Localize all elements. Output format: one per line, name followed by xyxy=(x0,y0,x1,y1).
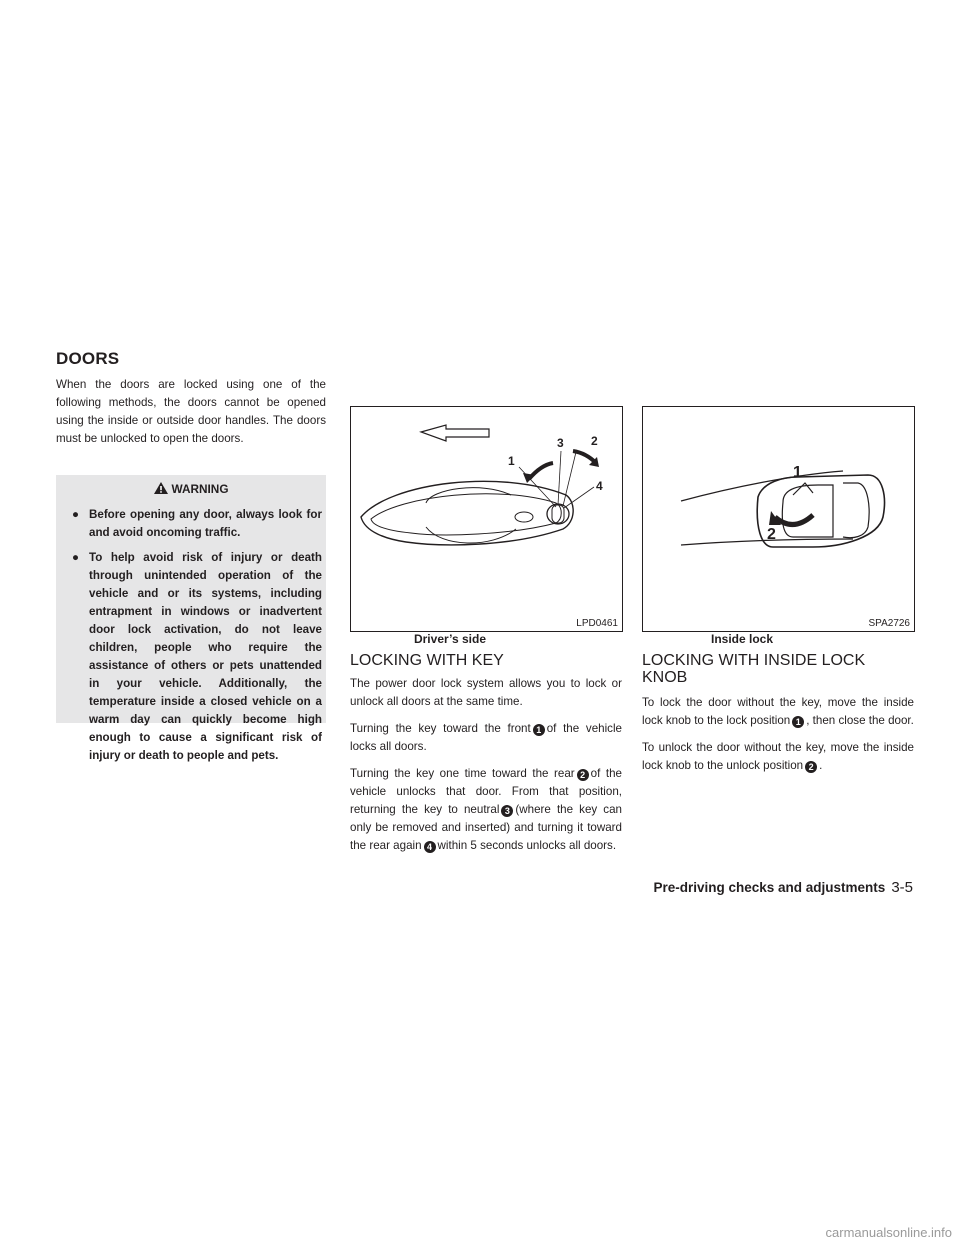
chapter-title: Pre-driving checks and adjustments xyxy=(653,880,886,895)
number-3-icon: 3 xyxy=(501,805,513,817)
number-4-icon: 4 xyxy=(424,841,436,853)
locking-inside-column xyxy=(642,694,914,784)
figure-inside-lock xyxy=(642,406,915,632)
paragraph: Turning the key toward the front 1 of the vehicle locks all doors. xyxy=(350,722,622,753)
watermark: carmanualsonline.info xyxy=(825,1225,952,1240)
warning-item: ● To help avoid risk of injury or death through unintended operation of the vehicle and or its systems, including entrapment in windows or inadvertent door lock activation, do not leave children, people who require the assistance of others or pets unattended in your vehicle. Additionally, the temperature inside a closed vehicle on a warm day can quickly become high enough to cause a significant risk of injury or death to people and pets. xyxy=(72,551,322,762)
number-1-icon: 1 xyxy=(792,716,804,728)
intro-column xyxy=(56,376,326,457)
number-2-icon: 2 xyxy=(805,761,817,773)
intro-paragraph: When the doors are locked using one of the following methods, the doors cannot be opened using the inside or outside door handles. The doors must be unlocked to open the doors. xyxy=(56,378,326,445)
warning-item: ● Before opening any door, always look for and avoid oncoming traffic. xyxy=(72,508,322,539)
heading-locking-with-inside-lock-knob: LOCKING WITH INSIDE LOCK KNOB xyxy=(642,652,866,686)
heading-locking-with-key: LOCKING WITH KEY xyxy=(350,652,504,669)
number-1-icon: 1 xyxy=(533,724,545,736)
figure-label-3: 3 xyxy=(557,436,564,450)
section-title: DOORS xyxy=(56,349,120,368)
inside-lock-illustration xyxy=(643,407,914,631)
figure-label-4: 4 xyxy=(596,479,603,493)
figure-label-1: 1 xyxy=(793,464,802,481)
figure-code: SPA2726 xyxy=(868,618,910,629)
bullet-icon: ● xyxy=(72,551,80,564)
figure-caption: Inside lock xyxy=(710,632,774,646)
paragraph: To unlock the door without the key, move the inside lock knob to the unlock position 2 . xyxy=(642,741,914,772)
paragraph: Turning the key one time toward the rear 2 of the vehicle unlocks that door. From that position, returning the key to neutral 3 (where the key can only be removed and inserted) and turning it toward the rear again 4 within 5 seconds unlocks all doors. xyxy=(350,767,622,852)
warning-header xyxy=(56,481,326,498)
bullet-icon: ● xyxy=(72,508,80,521)
number-2-icon: 2 xyxy=(577,769,589,781)
figure-label-2: 2 xyxy=(767,526,776,543)
figure-code: LPD0461 xyxy=(576,618,618,629)
paragraph: The power door lock system allows you to lock or unlock all doors at the same time. xyxy=(350,677,622,708)
warning-list xyxy=(72,506,322,772)
page-footer xyxy=(653,879,913,896)
figure-drivers-side xyxy=(350,406,623,632)
warning-title: WARNING xyxy=(171,482,229,496)
warning-box xyxy=(56,475,326,762)
door-handle-key-illustration xyxy=(351,407,622,631)
warning-triangle-icon xyxy=(153,481,169,498)
page-number: 3-5 xyxy=(891,879,913,896)
paragraph: To lock the door without the key, move the inside lock knob to the lock position 1 , then close the door. xyxy=(642,696,914,727)
figure-caption: Driver’s side xyxy=(413,632,487,646)
figure-label-1: 1 xyxy=(508,454,515,468)
figure-label-2: 2 xyxy=(591,434,598,448)
locking-with-key-column xyxy=(350,675,622,864)
